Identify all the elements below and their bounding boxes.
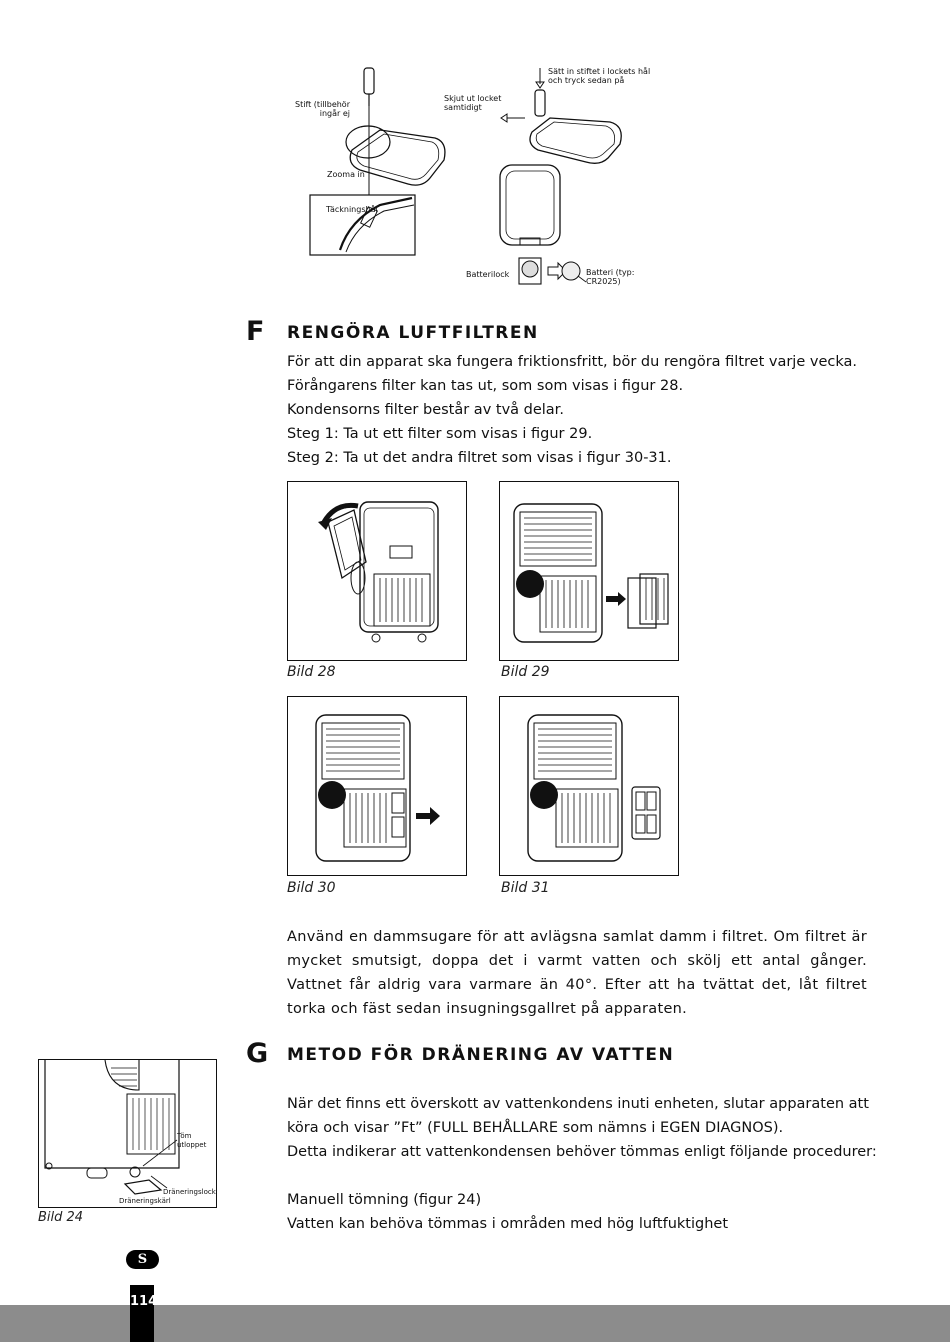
unit-side-filter-illustration	[288, 482, 466, 660]
language-badge: S	[126, 1250, 159, 1269]
caption-bild-30: Bild 30	[287, 880, 336, 896]
satt-label: Sätt in stiftet i lockets hål och tryck sedan på	[548, 67, 651, 85]
unit-back-filter-illustration	[500, 482, 678, 660]
draneringslock-label: Dräneringslock	[163, 1188, 216, 1196]
stift-label: Stift (tillbehör ingår ej	[295, 100, 350, 118]
tackningshal-label: Täckningshål	[326, 205, 378, 214]
body-line: köra och visar ”Ft” (FULL BEHÅLLARE som nämns i EGEN DIAGNOS).	[287, 1120, 784, 1136]
zooma-label: Zooma in	[327, 170, 365, 179]
section-g-body	[287, 1092, 887, 1236]
body-line: Vatten kan behöva tömmas i områden med hög luftfuktighet	[287, 1216, 729, 1232]
figure-24	[38, 1059, 217, 1208]
section-f-intro	[287, 350, 887, 470]
section-f-letter: F	[246, 316, 265, 347]
unit-second-filter-illustration	[288, 697, 466, 875]
caption-bild-29: Bild 29	[501, 664, 550, 680]
intro-line: Kondensorns filter består av två delar.	[287, 402, 564, 418]
draneringskarl-label: Dräneringskärl	[119, 1197, 171, 1205]
body-line: Manuell tömning (figur 24)	[287, 1192, 482, 1208]
body-line: Detta indikerar att vattenkondensen behöver tömmas enligt följande procedurer:	[287, 1144, 877, 1160]
page-number: 114	[130, 1294, 158, 1309]
remote-battery-figure	[280, 60, 660, 295]
intro-line: För att din apparat ska fungera friktionsfritt, bör du rengöra filtret varje vecka.	[287, 354, 857, 370]
cleaning-paragraph: Använd en dammsugare för att avlägsna samlat damm i filtret. Om filtret är mycket smutsigt, doppa det i varmt vatten och skölj ett antal gånger. Vattnet får aldrig vara varmare än 40°. Efter att ha tvättat det, låt filtret torka och fäst sedan insugningsgallret på apparaten.	[287, 929, 867, 1017]
figure-29	[499, 481, 679, 661]
intro-line: Steg 2: Ta ut det andra filtret som visas i figur 30-31.	[287, 450, 672, 466]
body-line: När det finns ett överskott av vattenkondens inuti enheten, slutar apparaten att	[287, 1096, 869, 1112]
tom-label: Töm utloppet	[177, 1132, 207, 1149]
figure-28	[287, 481, 467, 661]
unit-filters-removed-illustration	[500, 697, 678, 875]
figure-30	[287, 696, 467, 876]
section-f-title: RENGÖRA LUFTFILTREN	[287, 323, 539, 343]
skjut-label: Skjut ut locket samtidigt	[444, 94, 502, 112]
intro-line: Förångarens filter kan tas ut, som som visas i figur 28.	[287, 378, 684, 394]
caption-bild-28: Bild 28	[287, 664, 336, 680]
caption-bild-24: Bild 24	[38, 1210, 84, 1225]
figure-31	[499, 696, 679, 876]
caption-bild-31: Bild 31	[501, 880, 550, 896]
section-g-letter: G	[246, 1038, 269, 1069]
section-g-title: METOD FÖR DRÄNERING AV VATTEN	[287, 1045, 675, 1065]
batterilock-label: Batterilock	[466, 270, 510, 279]
intro-line: Steg 1: Ta ut ett filter som visas i figur 29.	[287, 426, 593, 442]
batteri-label: Batteri (typ: CR2025)	[586, 268, 635, 286]
